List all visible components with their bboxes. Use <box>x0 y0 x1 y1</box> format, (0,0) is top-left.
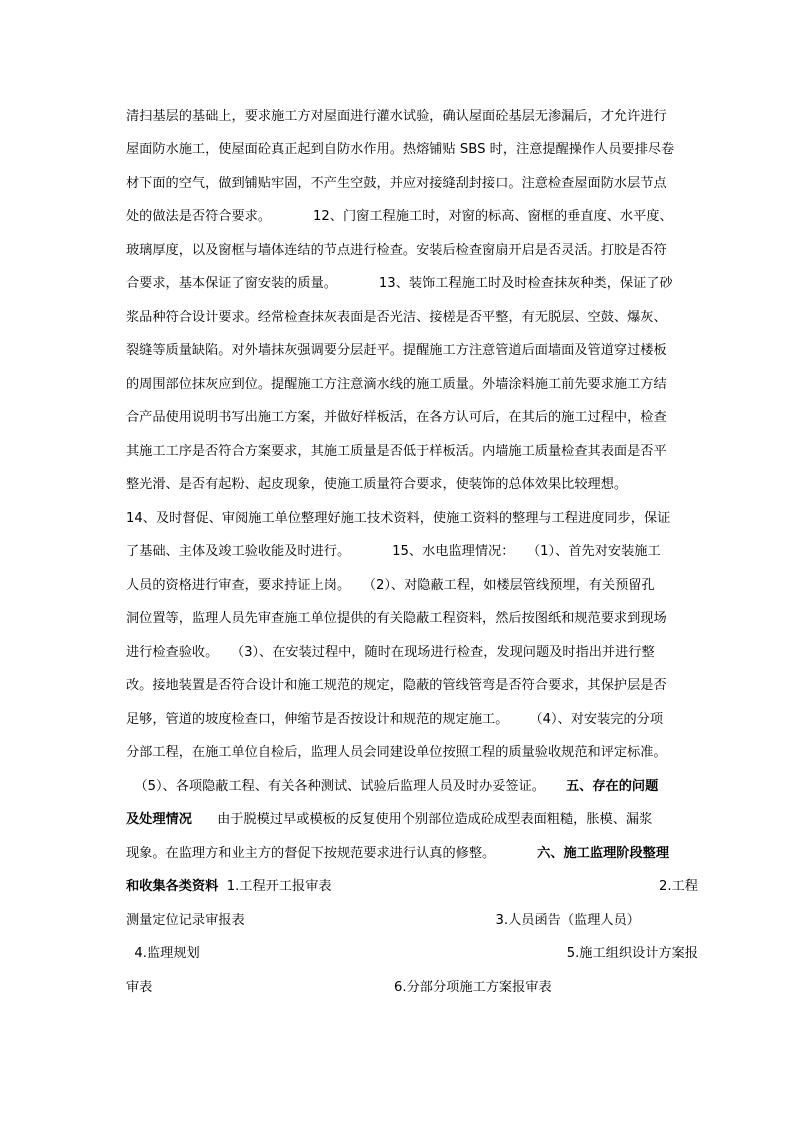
text-line: 处的做法是否符合要求。 12、门窗工程施工时，对窗的标高、窗框的垂直度、水平度、 <box>126 209 673 224</box>
list-item: 2.工程 <box>659 879 698 894</box>
text-line: 洞位置等，监理人员先审查施工单位提供的有关隐蔽工程资料，然后按图纸和规范要求到现场 <box>126 611 667 626</box>
section-heading: 和收集各类资料 <box>126 879 219 894</box>
text-line: 屋面防水施工，使屋面砼真正起到自防水作用。热熔铺贴 SBS 时，注意提醒操作人员要排尽卷 <box>126 142 675 157</box>
text-line: 现象。在监理方和业主方的督促下按规范要求进行认真的修整。 六、施工监理阶段整理 <box>126 846 670 861</box>
section-heading: 五、存在的问题 <box>565 779 659 794</box>
text-line: 玻璃厚度，以及窗框与墙体连结的节点进行检查。安装后检查窗扇开启是否灵活。打胶是否符 <box>126 243 667 258</box>
text-line: 浆品种符合设计要求。经常检查抹灰表面是否光洁、接槎是否平整，有无脱层、空鼓、爆灰、 <box>126 310 667 325</box>
text-line: 整光滑、是否有起粉、起皮现象，使施工质量符合要求，使装饰的总体效果比较理想。 <box>126 477 628 492</box>
list-item: 6.分部分项施工方案报审表 <box>394 980 552 995</box>
list-item: 3.人员函告（监理人员） <box>495 913 640 928</box>
list-item: 测量定位记录审报表 <box>126 913 245 928</box>
text-line <box>126 943 698 965</box>
text-line: 进行检查验收。 （3）、在安装过程中，随时在现场进行检查，发现问题及时指出并进行整 <box>126 645 655 660</box>
list-item: 1.工程开工报审表 <box>218 879 332 894</box>
section-heading: 及处理情况 <box>126 812 192 827</box>
text-line: 14、及时督促、审阅施工单位整理好施工技术资料，使施工资料的整理与工程进度同步，保证 <box>126 511 671 526</box>
text-line <box>126 977 698 999</box>
text-line: 合产品使用说明书写出施工方案，并做好样板活，在各方认可后，在其后的施工过程中，检查 <box>126 410 667 425</box>
text-line: 清扫基层的基础上，要求施工方对屋面进行灌水试验，确认屋面砼基层无渗漏后，才允许进行 <box>126 109 667 124</box>
text-line: 分部工程，在施工单位自检后，监理人员会同建设单位按照工程的质量验收规范和评定标准。 <box>126 745 667 760</box>
list-item: 5.施工组织设计方案报 <box>566 946 698 961</box>
text-line: 改。接地装置是否符合设计和施工规范的规定，隐蔽的管线管弯是否符合要求，其保护层是否 <box>126 678 667 693</box>
text-line <box>126 876 698 898</box>
text-line: 人员的资格进行审查，要求持证上岗。 （2）、对隐蔽工程，如楼层管线预埋，有关预留孔 <box>126 578 655 593</box>
text-line: 及处理情况 由于脱模过早或模板的反复使用个别部位造成砼成型表面粗糙，胀模、漏浆 <box>126 812 653 827</box>
text-line: 裂缝等质量缺陷。对外墙抹灰强调要分层赶平。提醒施工方注意管道后面墙面及管道穿过楼板 <box>126 343 667 358</box>
section-heading: 六、施工监理阶段整理 <box>537 846 670 861</box>
text-line: 其施工工序是否符合方案要求，其施工质量是否低于样板活。内墙施工质量检查其表面是否平 <box>126 444 667 459</box>
text-line: 合要求，基本保证了窗安装的质量。 13、装饰工程施工时及时检查抹灰种类，保证了砂 <box>126 276 673 291</box>
text-line <box>126 910 698 932</box>
text-line: 的周围部位抹灰应到位。提醒施工方注意滴水线的施工质量。外墙涂料施工前先要求施工方结 <box>126 377 667 392</box>
text-line: 足够，管道的坡度检查口，伸缩节是否按设计和规范的规定施工。 （4）、对安装完的分项 <box>126 712 664 727</box>
text-line: （5）、各项隐蔽工程、有关各种测试、试验后监理人员及时办妥签证。 五、存在的问题 <box>126 779 659 794</box>
list-item: 审表 <box>126 980 153 995</box>
text-line: 材下面的空气，做到铺贴牢固，不产生空鼓，并应对接缝刮封接口。注意检查屋面防水层节点 <box>126 176 667 191</box>
list-item: 4.监理规划 <box>126 946 200 961</box>
text-line: 了基础、主体及竣工验收能及时进行。 15、水电监理情况： （1）、首先对安装施工 <box>126 544 661 559</box>
